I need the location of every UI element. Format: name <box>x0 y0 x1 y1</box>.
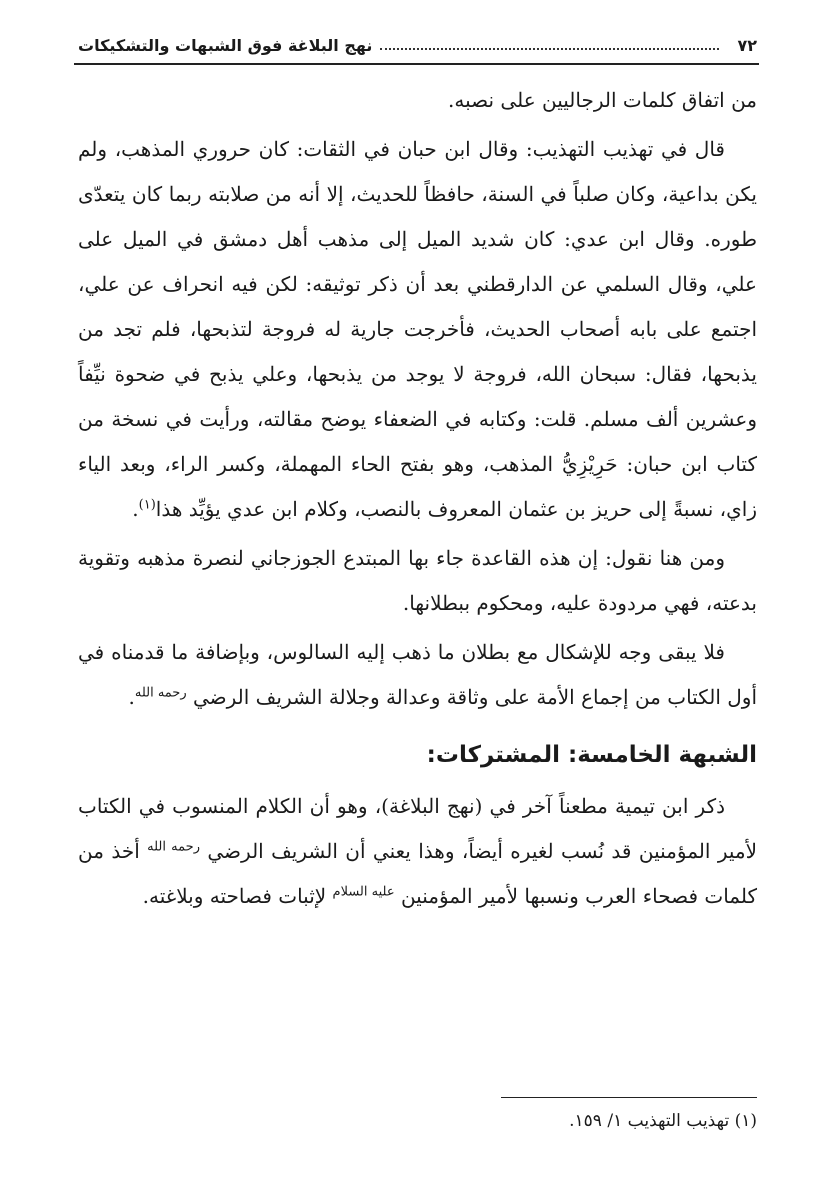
footnote-separator <box>501 1097 757 1098</box>
paragraph-text: ذكر ابن تيمية مطعناً آخر في (نهج البلاغة)، وهو أن الكلام المنسوب في الكتاب لأمير المؤمنين قد نُسب لغيره أيضاً، وهذا يعني أن الشريف الرضي <box>78 794 758 863</box>
punctuation: . <box>132 497 139 521</box>
paragraph-ibn-taymiyya <box>78 784 757 919</box>
honorific-glyph: رحمه الله <box>147 839 200 855</box>
paragraph-tahdhib-quote <box>78 127 757 532</box>
paragraph-text: لإثبات فصاحته وبلاغته. <box>142 884 327 908</box>
header-leader-dots <box>380 48 719 50</box>
paragraph-text: أخذ من كلمات فصحاء العرب ونسبها لأمير المؤمنين <box>78 839 757 908</box>
honorific-glyph: رحمه الله <box>134 685 187 701</box>
honorific-glyph: عليه السلام <box>332 884 395 900</box>
page-body <box>78 78 757 919</box>
paragraph-salous <box>78 630 757 720</box>
paragraph-conclusion: ومن هنا نقول: إن هذه القاعدة جاء بها المبتدع الجوزجاني لنصرة مذهبه وتقوية بدعته، فهي مردودة عليه، ومحكوم ببطلانها. <box>78 546 757 615</box>
section-heading: الشبهة الخامسة: المشتركات: <box>426 742 757 768</box>
paragraph-text: فلا يبقى وجه للإشكال مع بطلان ما ذهب إليه السالوس، وبإضافة ما قدمناه في أول الكتاب من إجماع الأمة على وثاقة وعدالة وجلالة الشريف الرضي <box>78 640 757 709</box>
footnote-reference[interactable]: (١) <box>138 497 156 513</box>
header-rule <box>74 63 759 65</box>
punctuation: . <box>128 685 135 709</box>
paragraph-text: قال في تهذيب التهذيب: وقال ابن حبان في الثقات: كان حروري المذهب، ولم يكن بداعية، وكان صلباً في السنة، حافظاً للحديث، إلا أنه من صلابته ربما كان يتعدّى طوره. وقال ابن عدي: كان شديد الميل إلى مذهب أهل دمشق في الميل على علي، وقال السلمي عن الدارقطني بعد أن ذكر توثيقه: لكن فيه انحراف عن علي، اجتمع على بابه أصحاب الحديث، فأخرجت جارية له فروجة لتذبحها، فلم تجد من يذبحها، فقال: سبحان الله، فروجة لا يوجد من يذبحها، وعلي يذبح في ضحوة نيِّفاً وعشرين ألف مسلم. قلت: وكتابه في الضعفاء يوضح مقالته، ورأيت في نسخة من كتاب ابن حبان: حَرِيْزِيُّ المذهب، وهو بفتح الحاء المهملة، وكسر الراء، وبعد الياء زاي، نسبةً إلى حريز بن عثمان المعروف بالنصب، وكلام ابن عدي يؤيِّد هذا <box>78 137 757 521</box>
running-title: نهج البلاغة فوق الشبهات والتشكيكات <box>78 35 373 55</box>
footnote: (١) تهذيب التهذيب ١/ ١٥٩. <box>569 1111 757 1131</box>
page-number: ٧٢ <box>737 35 757 55</box>
running-header <box>78 30 757 60</box>
paragraph-continuation: من اتفاق كلمات الرجاليين على نصبه. <box>448 88 757 112</box>
